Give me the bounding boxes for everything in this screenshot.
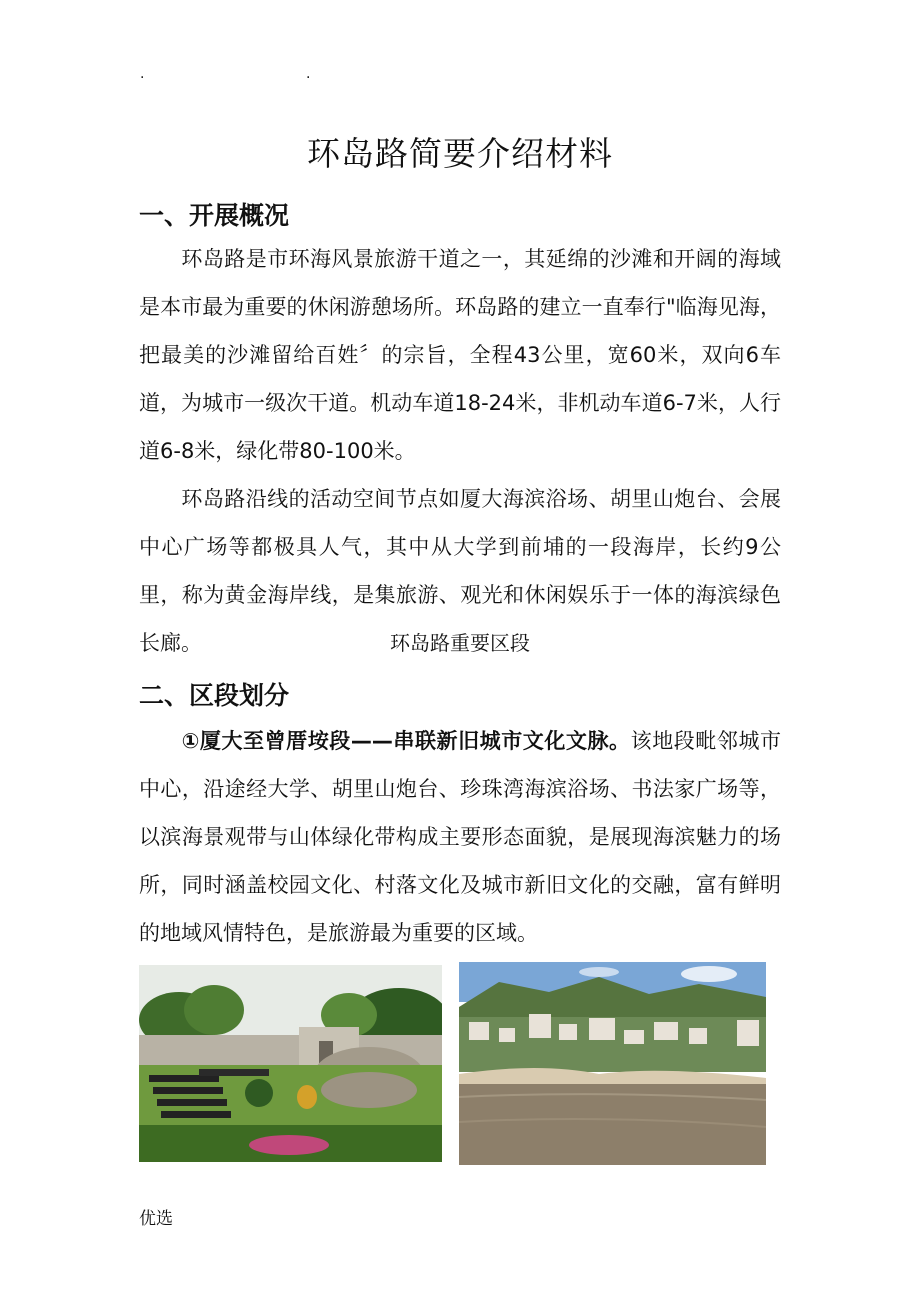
section2-heading: 二、区段划分 xyxy=(139,681,290,710)
photo-coastline-city xyxy=(459,962,766,1165)
photo-hulishan-fortress xyxy=(139,965,442,1162)
section1-paragraph-1-text: 环岛路是市环海风景旅游干道之一，其延绵的沙滩和开阔的海域是本市最为重要的休闲游憩场所。环岛路的建立一直奉行"临海见海，把最美的沙滩留给百姓〞的宗旨，全程43公里，宽60米，双向6车道，为城市一级次干道。机动车道18-24米，非机动车道6-7米，人行道6-8米，绿化带80-100米。 xyxy=(139,247,781,463)
section2-paragraph xyxy=(139,717,781,957)
header-dot-right: . xyxy=(306,66,311,82)
section2-paragraph-text: 该地段毗邻城市中心，沿途经大学、胡里山炮台、珍珠湾海滨浴场、书法家广场等，以滨海景观带与山体绿化带构成主要形态面貌，是展现海滨魅力的场所，同时涵盖校园文化、村落文化及城市新旧文化的交融，富有鲜明的地域风情特色，是旅游最为重要的区域。 xyxy=(139,729,782,945)
header-dot-left: . xyxy=(140,66,145,82)
section1-paragraph-2-text: 环岛路沿线的活动空间节点如厦大海滨浴场、胡里山炮台、会展中心广场等都极具人气，其中从大学到前埔的一段海岸，长约9公里，称为黄金海岸线，是集旅游、观光和休闲娱乐于一体的海滨绿色长廊。 xyxy=(139,487,781,655)
page-title: 环岛路简要介绍材料 xyxy=(307,134,613,173)
section1-heading: 一、开展概况 xyxy=(139,201,290,230)
section1-paragraph-1 xyxy=(139,235,781,475)
footer-label: 优选 xyxy=(139,1209,173,1229)
section-caption: 环岛路重要区段 xyxy=(390,631,530,655)
section2-bold-lead: ①厦大至曾厝垵段——串联新旧城市文化文脉。 xyxy=(181,729,631,753)
